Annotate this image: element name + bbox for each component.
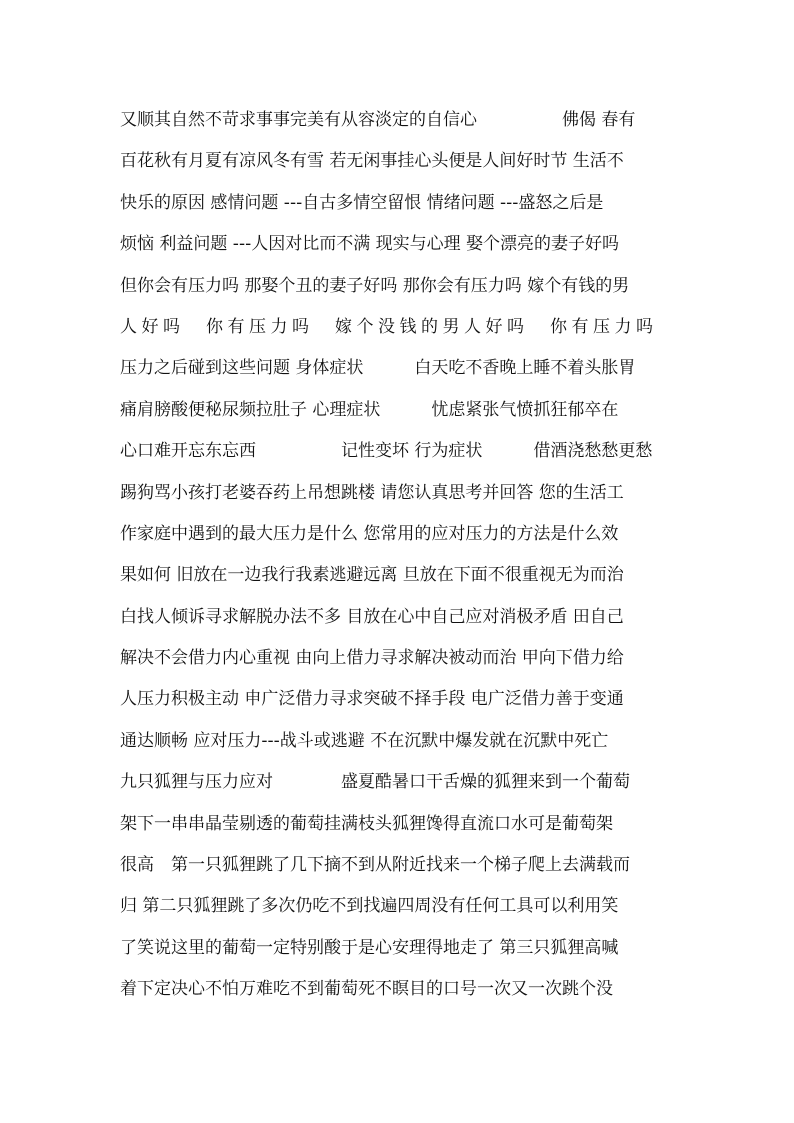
text-line: 九只狐狸与压力应对 盛夏酷暑口干舌燥的狐狸来到一个葡萄 [120, 772, 630, 793]
text-line: 踢狗骂小孩打老婆吞药上吊想跳楼 请您认真思考并回答 您的生活工 [120, 482, 624, 503]
text-line: 着下定决心不怕万难吃不到葡萄死不瞑目的口号一次又一次跳个没 [120, 979, 613, 1000]
text-line: 白找人倾诉寻求解脱办法不多 目放在心中自己应对消极矛盾 田自己 [120, 606, 624, 627]
text-line: 百花秋有月夏有凉风冬有雪 若无闲事挂心头便是人间好时节 生活不 [120, 151, 624, 172]
text-line: 烦恼 利益问题 ---人因对比而不满 现实与心理 娶个漂亮的妻子好吗 [120, 234, 620, 255]
text-line: 痛肩膀酸便秘尿频拉肚子 心理症状 忧虑紧张气愤抓狂郁卒在 [120, 399, 619, 420]
text-line: 心口难开忘东忘西 记性变坏 行为症状 借酒浇愁愁更愁 [120, 441, 653, 462]
text-line: 人好吗 你有压力吗 嫁个没钱的男人好吗 你有压力吗 [120, 316, 658, 337]
text-line: 作家庭中遇到的最大压力是什么 您常用的应对压力的方法是什么效 [120, 523, 619, 544]
text-line: 压力之后碰到这些问题 身体症状 白天吃不香晚上睡不着头胀胃 [120, 358, 636, 379]
text-line: 归 第二只狐狸跳了多次仍吃不到找遍四周没有任何工具可以利用笑 [120, 896, 619, 917]
text-line: 通达顺畅 应对压力---战斗或逃避 不在沉默中爆发就在沉默中死亡 [120, 730, 609, 751]
text-line: 很高 第一只狐狸跳了几下摘不到从附近找来一个梯子爬上去满载而 [120, 855, 630, 876]
text-line: 架下一串串晶莹剔透的葡萄挂满枝头狐狸馋得直流口水可是葡萄架 [120, 813, 613, 834]
text-line: 果如何 旧放在一边我行我素逃避远离 旦放在下面不很重视无为而治 [120, 565, 624, 586]
text-line: 人压力积极主动 申广泛借力寻求突破不择手段 电广泛借力善于变通 [120, 689, 624, 710]
body-text [120, 100, 682, 1011]
text-line: 快乐的原因 感情问题 ---自古多情空留恨 情绪问题 ---盛怒之后是 [120, 192, 604, 213]
text-line: 但你会有压力吗 那娶个丑的妻子好吗 那你会有压力吗 嫁个有钱的男 [120, 275, 630, 296]
text-line: 解决不会借力内心重视 由向上借力寻求解决被动而治 甲向下借力给 [120, 648, 624, 669]
text-line: 了笑说这里的葡萄一定特别酸于是心安理得地走了 第三只狐狸高喊 [120, 937, 619, 958]
text-line: 又顺其自然不苛求事事完美有从容淡定的自信心 佛偈 春有 [120, 110, 636, 130]
